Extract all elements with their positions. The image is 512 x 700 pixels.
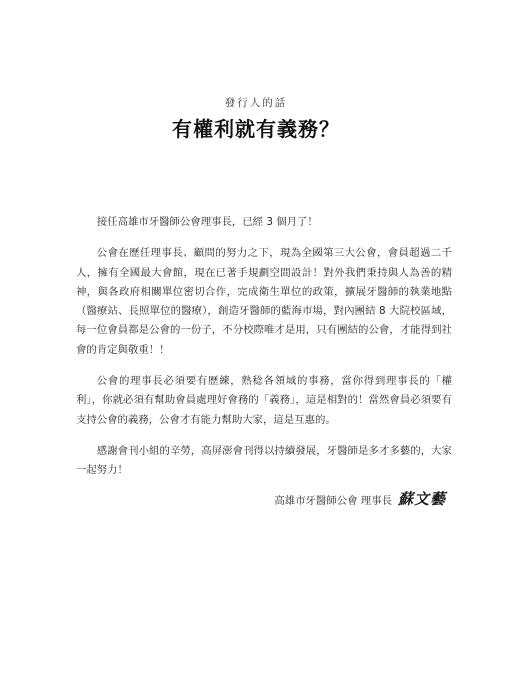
signature-block — [274, 488, 446, 509]
paragraph: 接任高雄市牙醫師公會理事長，已經 3 個月了！ — [96, 216, 318, 228]
paragraph: 公會在歷任理事長、顧問的努力之下，現為全國第三大公會，會員超過二千人，擁有全國最大會館，現在已著手規劃空間設計！對外我們秉持與人為善的精神，與各政府相關單位密切合作，完成衛生單位的政策，擴展牙醫師的執業地點（醫療站、長照單位的醫療），創造牙醫師的藍海市場，對內團結 8 大院校區域，每一位會員都是公會的一份子，不分校際唯才是用，只有團結的公會，才能得到社會的肯定與敬重！！ — [76, 247, 452, 356]
signature-org-title: 高雄市牙醫師公會 理事長 — [274, 495, 392, 507]
signature-name: 蘇文藝 — [397, 490, 446, 508]
column-kicker: 發行人的話 — [224, 97, 288, 109]
article-title: 有權利就有義務？ — [172, 117, 340, 141]
article-body — [76, 213, 452, 493]
paragraph: 感謝會刊小組的辛勞，高屏澎會刊得以持續發展，牙醫師是多才多藝的，大家一起努力！ — [76, 444, 452, 477]
paragraph: 公會的理事長必須要有歷練，熟稔各領域的事務，當你得到理事長的「權利」，你就必須有幫助會員處理好會務的「義務」，這是相對的！當然會員必須要有支持公會的義務，公會才有能力幫助大家，這是互惠的。 — [76, 375, 452, 426]
